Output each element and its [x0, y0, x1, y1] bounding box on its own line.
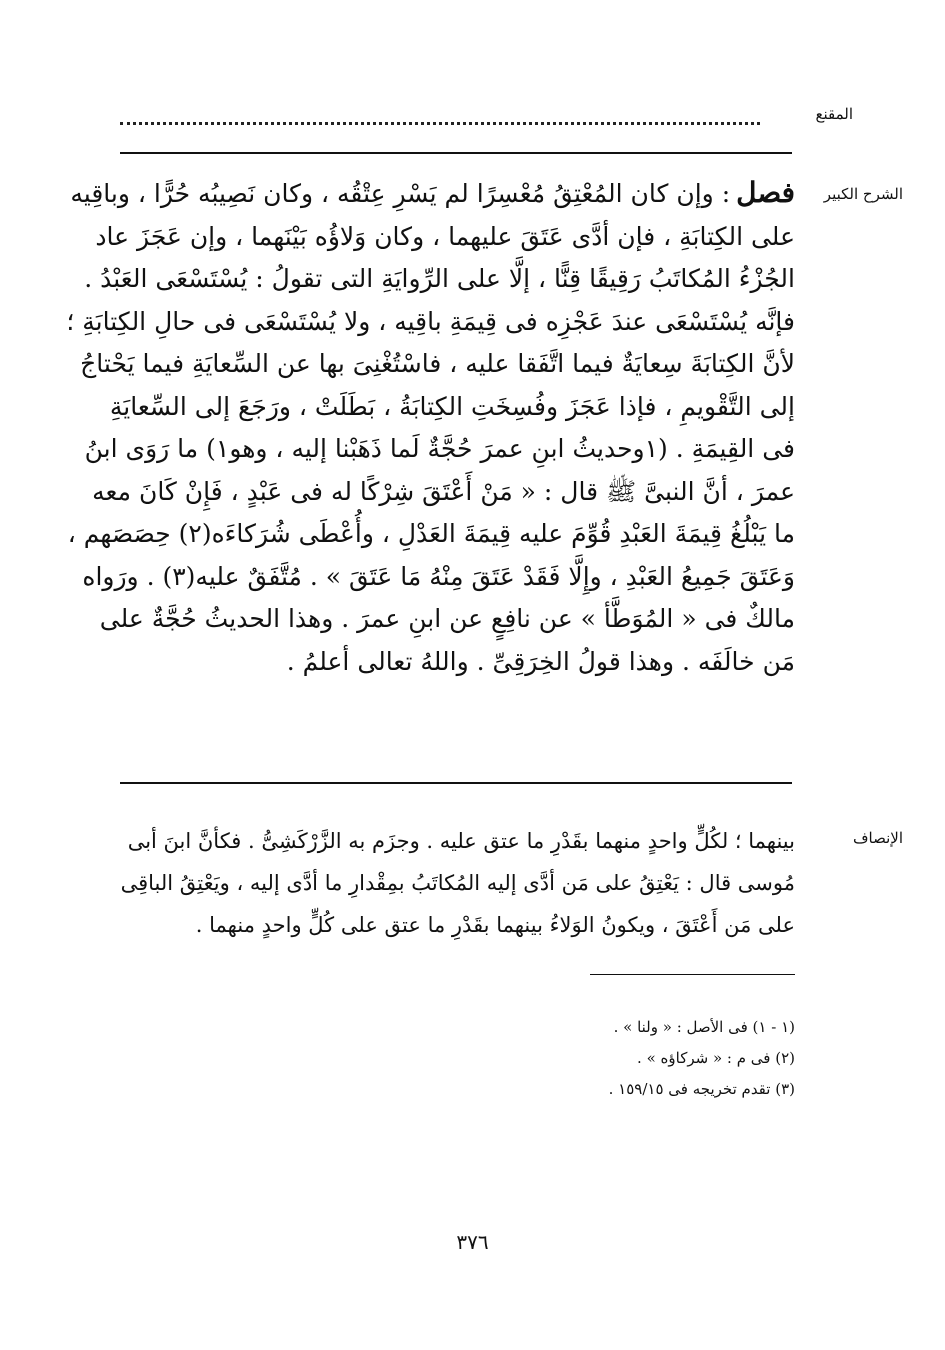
text-line: لأنَّ الكِتابَةَ سِعايَةٌ فيما اتَّفَقا عليه ، فاسْتُغْنِىَ بها عن السِّعايَةِ فيما يَحْتاجُ	[80, 349, 795, 378]
footnote-1: (١ - ١) فى الأصل : « ولنا » .	[613, 1018, 795, 1036]
insaf-line: على مَن أَعْتَقَ ، ويكونُ الوَلاءُ بينهما بقَدْرِ ما عتق على كُلٍّ واحدٍ منهما .	[195, 913, 795, 937]
text-line: وَعَتَقَ جَمِيعُ العَبْدِ ، وإِلَّا فَقَدْ عَتَقَ مِنْهُ مَا عَتَقَ » . مُتَّفَقٌ عليه(٣) . ورَواه	[82, 561, 795, 591]
footnote-3: (٣) تقدم تخريجه فى ١٥٩/١٥ .	[608, 1080, 795, 1098]
text-line: إلى التَّقْويمِ ، فإذا عَجَزَ وفُسِخَتِ الكِتابَةُ ، بَطَلَتْ ، ورَجَعَ إلى السِّعايَةِ	[109, 391, 795, 421]
text-line: الجُزْءُ المُكاتَبُ رَقِيقًا قِنًّا ، إلَّا على الرِّوايَةِ التى تقولُ : يُسْتَسْعَى العَبْدُ .	[84, 264, 795, 293]
header-dotted-rule	[120, 122, 760, 125]
text-line: مَن خالَفَه . وهذا قولُ الخِرَقِىِّ . واللهُ تعالى أعلمُ .	[286, 646, 795, 676]
text-line: مالكٌ فى « المُوَطَّأ » عن نافِعٍ عن ابنِ عمرَ . وهذا الحديثُ حُجَّةٌ على	[99, 604, 795, 633]
fasl-heading: فصل	[736, 176, 795, 209]
insaf-line: بينهما ؛ لكُلٍّ واحدٍ منهما بقَدْرِ ما عتق عليه . وجزَم به الزَّرْكَشِىُّ . فكأنَّ ابنَ أبى	[127, 829, 795, 853]
page-number: ٣٧٦	[456, 1230, 489, 1254]
text-line: فإنَّه يُسْتَسْعَى عندَ عَجْزِه فى قِيمَةِ باقِيه ، ولا يُسْتَسْعَى فى حالِ الكِتابَةِ ؛	[66, 306, 795, 336]
header-divider	[120, 152, 792, 154]
footnotes	[609, 1012, 795, 1105]
insaf-body-text	[120, 820, 795, 946]
footnote-divider	[590, 974, 795, 975]
text-line: فصل: وإن كان المُعْتِقُ مُعْسِرًا لم يَسْرِ عِتْقُه ، وكان نَصِيبُه حُرًّا ، وباقِيه	[70, 176, 795, 209]
text-line: على الكِتابَةِ ، فإن أدَّى عَتَقَ عليهما ، وكان وَلاؤُه بَيْنَهما ، وإن عَجَزَ عاد	[95, 221, 795, 251]
text-line: فى القِيمَةِ . (١وحديثُ ابنِ عمرَ حُجَّةٌ لَما ذَهَبْنا إليه ، وهو١) ما رَوَى ابنُ	[84, 434, 795, 463]
section-divider	[120, 782, 792, 784]
text-line: ما يَبْلُغُ قِيمَةَ العَبْدِ قُوِّمَ عليه قِيمَةَ العَدْلِ ، وأُعْطَى شُرَكاءَه(٢) حِصَصَهم ،	[67, 519, 795, 548]
sharh-section-label: الشرح الكبير	[823, 185, 903, 203]
footnote-2: (٢) فى م : « شركاؤه » .	[637, 1049, 795, 1067]
book-label: المقنع	[815, 105, 853, 123]
main-body-text	[66, 172, 795, 683]
insaf-section-label: الإنصاف	[852, 829, 903, 847]
text-line: عمرَ ، أنَّ النبىَّ ﷺ قال : « مَنْ أَعْتَقَ شِرْكًا له فى عَبْدٍ ، فَإِنْ كَانَ معه	[92, 476, 795, 506]
insaf-line: مُوسى قال : يَعْتِقُ على مَن أدَّى إليه المُكاتَبُ بمِقْدارِ ما أدَّى إليه ، ويَعْتِقُ الباقِى	[120, 871, 795, 895]
